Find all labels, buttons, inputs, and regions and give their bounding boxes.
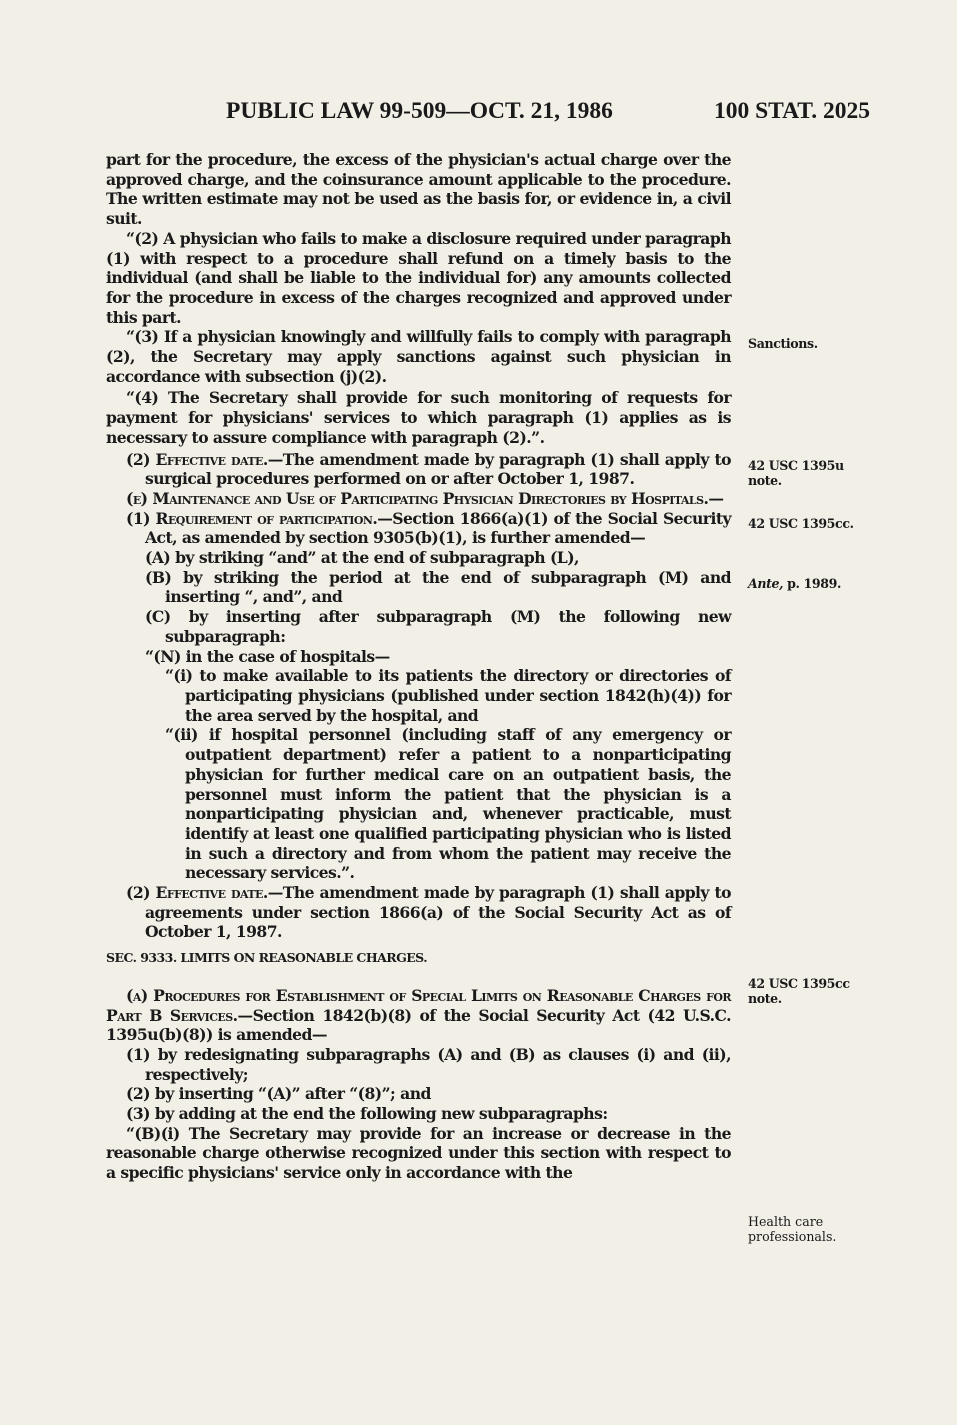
stat-page-number: 100 STAT. 2025 [713,98,870,124]
margin-note-ante: Ante, p. 1989. [748,576,841,591]
paragraph: (2) Effective date.—The amendment made by paragraph (1) shall apply to surgical procedures performed on or after October 1, 1987. [126,449,731,489]
section-heading: SEC. 9333. LIMITS ON REASONABLE CHARGES. [106,950,428,966]
paragraph: “(3) If a physician knowingly and willfully fails to comply with paragraph (2), the Secretary may apply sanctions against such physician in accordance with subsection (j)(2). [106,327,731,386]
paragraph: “(N) in the case of hospitals— [145,646,390,666]
subsection-heading: (e) Maintenance and Use of Participating Physician Directories by Hospitals.— [126,488,724,508]
margin-note-usc-1395cc-note: 42 USC 1395cc note. [748,976,850,1006]
page-header [226,98,870,132]
paragraph: “(4) The Secretary shall provide for such monitoring of requests for payment for physicians' services to which paragraph (1) applies as is necessary to assure compliance with paragraph (2).”. [106,388,731,447]
margin-note-health-care: Health care professionals. [748,1214,837,1244]
paragraph: “(i) to make available to its patients the directory or directories of participating physicians (published under section 1842(h)(4)) for the area served by the hospital, and [165,666,731,725]
paragraph-heading: (1) Requirement of participation. [126,508,378,528]
paragraph-heading: (2) Effective date. [126,449,268,469]
paragraph: (3) by adding at the end the following new subparagraphs: [126,1104,608,1124]
margin-note-sanctions: Sanctions. [748,336,818,351]
paragraph: “(B)(i) The Secretary may provide for an increase or decrease in the reasonable charge otherwise recognized under this section with respect to a specific physicians' service only in accordance with the [106,1123,731,1183]
paragraph: (1) Requirement of participation.—Section 1866(a)(1) of the Social Security Act, as amended by section 9305(b)(1), is further amended— [126,508,731,548]
paragraph: (2) by inserting “(A)” after “(8)”; and [126,1084,431,1104]
law-title: PUBLIC LAW 99-509—OCT. 21, 1986 [226,98,613,124]
paragraph: (A) by striking “and” at the end of subparagraph (L), [145,548,579,568]
paragraph: (a) Procedures for Establishment of Special Limits on Reasonable Charges for Part B Services.—Section 1842(b)(8) of the Social Security Act (42 U.S.C. 1395u(b)(8)) is amended— [106,985,731,1045]
statute-text [106,150,731,1183]
margin-note-usc-1395cc: 42 USC 1395cc. [748,516,854,531]
margin-note-usc-1395u: 42 USC 1395u note. [748,458,844,488]
paragraph-heading: (e) Maintenance and Use of Participating Physician Directories by Hospitals. [126,488,709,508]
paragraph: “(2) A physician who fails to make a disclosure required under paragraph (1) with respect to a procedure shall refund on a timely basis to the individual (and shall be liable to the individual for) any amounts collected for the procedure in excess of the charges recognized and approved under this part. [106,228,731,327]
paragraph-heading: (2) Effective date. [126,883,268,903]
paragraph: (2) Effective date.—The amendment made by paragraph (1) shall apply to agreements under section 1866(a) of the Social Security Act as of October 1, 1987. [126,883,731,942]
paragraph-heading: (a) Procedures for Establishment of Special Limits on Reasonable Charges for Part B Services. [106,985,731,1025]
paragraph: (C) by inserting after subparagraph (M) the following new subparagraph: [145,607,731,646]
paragraph: “(ii) if hospital personnel (including staff of any emergency or outpatient department) refer a patient to a nonparticipating physician for further medical care on an outpatient basis, the personnel must inform the patient that the physician is a nonparticipating physician and, whenever practicable, must identify at least one qualified participating physician who is listed in such a directory and from whom the patient may receive the necessary services.”. [165,725,731,883]
paragraph: part for the procedure, the excess of the physician's actual charge over the approved charge, and the coinsurance amount applicable to the procedure. The written estimate may not be used as the basis for, or evidence in, a civil suit. [106,150,731,229]
paragraph: (B) by striking the period at the end of subparagraph (M) and inserting “, and”, and [145,567,731,607]
paragraph: (1) by redesignating subparagraphs (A) and (B) as clauses (i) and (ii), respectively; [126,1044,731,1084]
